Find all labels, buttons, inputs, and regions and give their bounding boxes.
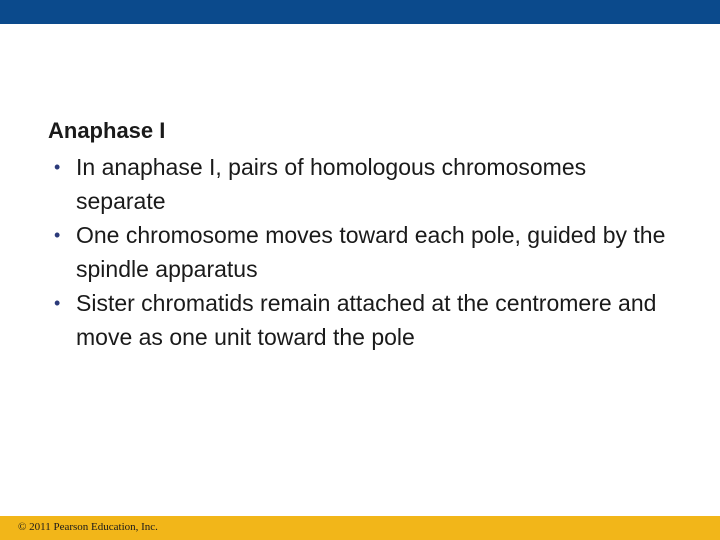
bullet-item	[48, 150, 668, 218]
copyright-notice: © 2011 Pearson Education, Inc.	[18, 521, 158, 533]
bullet-dot-icon: •	[54, 157, 61, 177]
bullet-list	[48, 150, 668, 354]
bullet-text: Sister chromatids remain attached at the centromere and move as one unit toward the pole	[76, 290, 657, 350]
bullet-text: One chromosome moves toward each pole, guided by the spindle apparatus	[76, 222, 666, 282]
bullet-item	[48, 286, 668, 354]
bullet-text: In anaphase I, pairs of homologous chromosomes separate	[76, 154, 587, 214]
top-header-bar	[0, 0, 720, 24]
bullet-dot-icon: •	[54, 225, 61, 245]
slide-heading: Anaphase I	[48, 118, 166, 143]
slide-content	[48, 116, 668, 354]
bullet-item	[48, 218, 668, 286]
bullet-dot-icon: •	[54, 293, 61, 313]
